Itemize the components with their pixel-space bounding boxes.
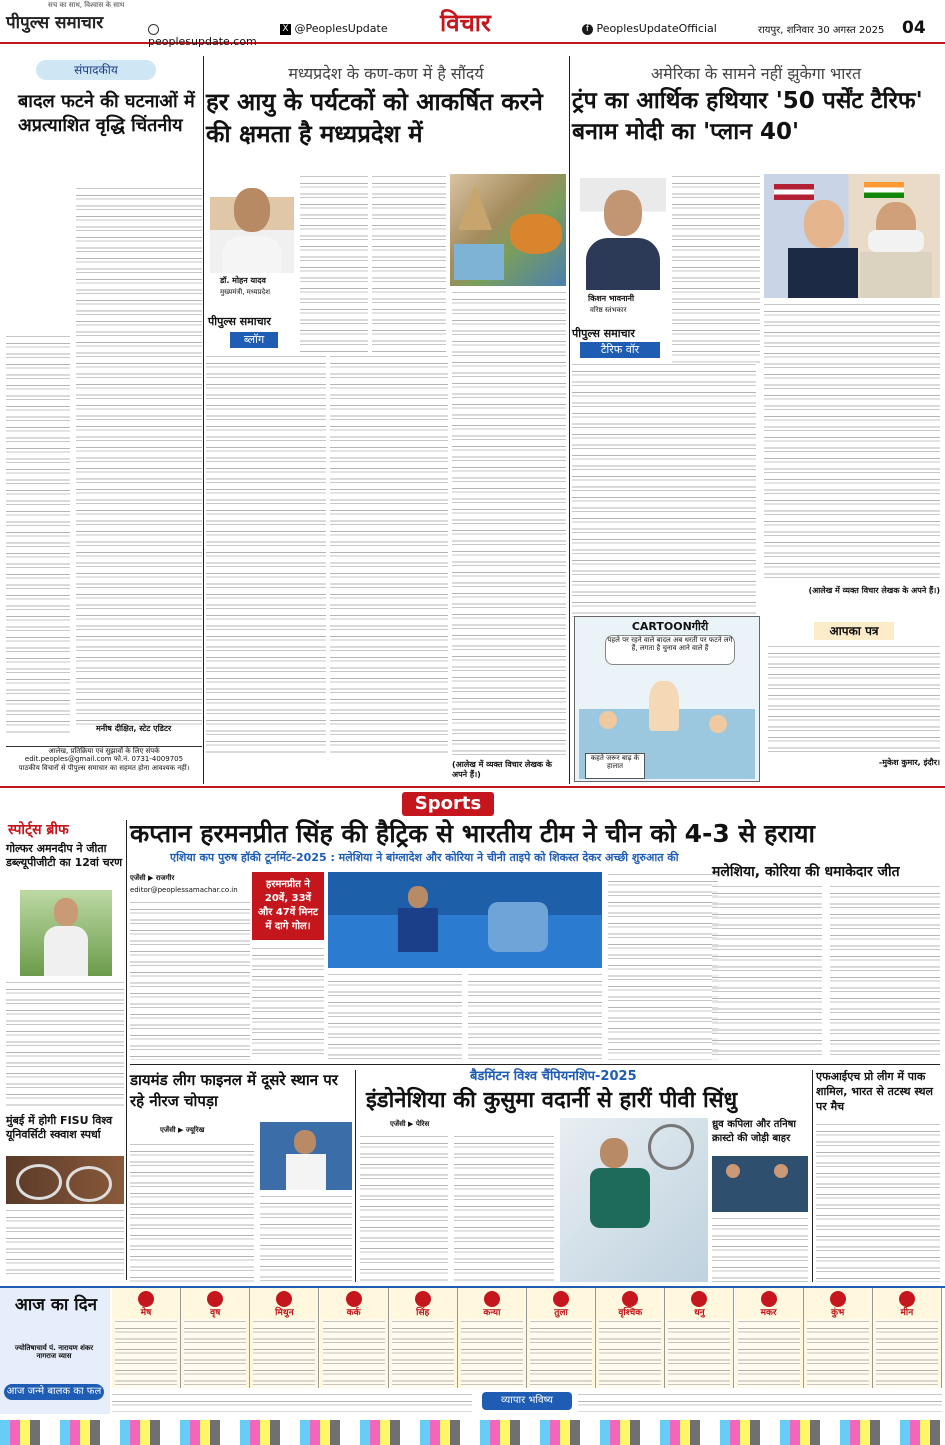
badminton-kicker: बैडमिंटन विश्व चैंपियनशिप-2025 (470, 1069, 637, 1084)
masthead-logo: पीपुल्स समाचार (6, 13, 104, 33)
hockey-match-photo (328, 872, 602, 968)
brief2-headline: मुंबई में होगी FISU विश्व यूनिवर्सिटी स्क्वाश स्पर्धा (6, 1114, 113, 1142)
zodiac-sign-name: मेष (140, 1308, 152, 1318)
cartoon-label: CARTOONगीरी (631, 620, 709, 633)
horoscope-astrologer: ज्योतिषाचार्य पं. नारायण शंकर नागराज व्यास (14, 1344, 94, 1361)
mp-author-name: डॉ. मोहन यादव (220, 276, 266, 285)
mp-intro-text (300, 174, 368, 352)
malaysia-korea-body2 (830, 884, 940, 1060)
footer-contact: edit.peoples@gmail.com फो.नं. 0731-4009705 (24, 755, 184, 764)
editorial-side-text (6, 334, 70, 734)
zodiac-sign-name: कन्या (483, 1308, 501, 1318)
horoscope-tagline: आज जन्मे बालक का फल (4, 1384, 104, 1400)
zodiac-sign-name: वृष (210, 1308, 221, 1318)
zodiac-icon (553, 1291, 569, 1307)
facebook-text: PeoplesUpdateOfficial (596, 22, 717, 35)
editorial-footer (6, 746, 202, 782)
masthead-tagline: सच का साथ, विश्वास के साथ (48, 1, 125, 9)
brief1-headline: गोल्फर अमनदीप ने जीता डब्ल्यूपीजीटी का 12वां चरण (6, 842, 123, 870)
malaysia-korea-headline: मलेशिया, कोरिया की धमाकेदार जीत (712, 864, 900, 880)
brief-label: स्पोर्ट्स ब्रीफ (8, 822, 69, 838)
zodiac-text (668, 1319, 730, 1389)
us-author-title: वरिष्ठ स्तंभकार (590, 306, 627, 314)
twitter-handle[interactable] (280, 22, 390, 36)
fih-body (816, 1122, 940, 1282)
editorial-body-text (76, 186, 202, 726)
zodiac-column (804, 1288, 873, 1388)
hockey-body-col2 (252, 946, 324, 1060)
mp-kicker: मध्यप्रदेश के कण-कण में है सौंदर्य (288, 64, 484, 83)
horoscope-signs (112, 1288, 942, 1388)
zodiac-column (112, 1288, 181, 1388)
zodiac-column (527, 1288, 596, 1388)
zodiac-text (461, 1319, 523, 1389)
us-body-col2 (764, 302, 940, 584)
zodiac-icon (484, 1291, 500, 1307)
zodiac-icon (761, 1291, 777, 1307)
zodiac-sign-name: धनु (694, 1308, 705, 1318)
us-intro-text (672, 174, 760, 364)
hockey-callout (252, 872, 324, 940)
masthead (0, 0, 945, 48)
us-author-photo (580, 178, 666, 290)
zodiac-text (599, 1319, 661, 1389)
zodiac-column (320, 1288, 389, 1388)
neeraj-headline: डायमंड लीग फाइनल में दूसरे स्थान पर रहे नीरज चोपड़ा (130, 1071, 338, 1110)
zodiac-icon (415, 1291, 431, 1307)
zodiac-column (389, 1288, 458, 1388)
mp-blog-label: ब्लॉग (230, 332, 278, 348)
badminton-subheadline: ध्रुव कपिला और तनिषा क्रास्टो की जोड़ी बाहर (712, 1119, 797, 1144)
hockey-agency: एजेंसी ▶ राजगीर (130, 874, 175, 882)
badminton-body3 (712, 1216, 808, 1282)
mp-tourism-collage (450, 174, 566, 286)
business-text-right (578, 1392, 942, 1412)
facebook-icon: f (582, 24, 593, 35)
hockey-email: editor@peoplessamachar.co.in (130, 886, 238, 894)
sindhu-photo (560, 1118, 708, 1282)
fih-article (816, 1070, 940, 1282)
mp-body-col3 (452, 290, 566, 756)
neeraj-body2 (260, 1194, 352, 1282)
facebook-handle[interactable] (582, 22, 752, 36)
globe-icon (148, 24, 159, 35)
zodiac-sign-name: मकर (760, 1308, 777, 1318)
neeraj-body1 (130, 1142, 254, 1282)
us-author-name: किशन भावनानी (588, 294, 635, 303)
badminton-body2 (454, 1134, 554, 1282)
letters-body (768, 644, 940, 754)
printer-marks (0, 1420, 945, 1445)
letters-signature: -मुकेश कुमार, इंदौर। (878, 758, 940, 767)
zodiac-sign-name: सिंह (416, 1308, 430, 1318)
zodiac-icon (346, 1291, 362, 1307)
squash-photo (6, 1156, 124, 1204)
badminton-headline: इंडोनेशिया की कुसुमा वदार्नी से हारीं पीवी सिंधु (366, 1088, 738, 1113)
zodiac-text (115, 1319, 177, 1389)
zodiac-sign-name: तुला (554, 1308, 568, 1318)
cartoon-box (574, 616, 760, 782)
zodiac-sign-name: कर्क (346, 1308, 361, 1318)
us-body-col1 (572, 362, 756, 620)
editorial-byline: मनीष दीक्षित, स्टेट एडिटर (96, 724, 172, 733)
us-article (572, 56, 940, 784)
cartoon-signboard: कहते जरूर बाढ़ के हालात (585, 753, 645, 779)
brief2-body (6, 1208, 124, 1280)
zodiac-icon (622, 1291, 638, 1307)
zodiac-text (530, 1319, 592, 1389)
letters-box (768, 622, 940, 782)
us-column-logo: पीपुल्स समाचार (572, 327, 635, 340)
mp-intro-text-2 (372, 174, 446, 352)
badminton-agency: एजेंसी ▶ पेरिस (390, 1120, 430, 1128)
mp-headline: हर आयु के पर्यटकों को आकर्षित करने की क्षमता है मध्यप्रदेश में (206, 88, 543, 149)
footer-contact-label: आलेख, प्रतिक्रिया एवं सुझावों के लिए संपर्क (48, 747, 160, 755)
mp-author-photo (210, 178, 294, 273)
doubles-photo (712, 1156, 808, 1212)
cartoon-caption: पहले पर रहने वाले बादल अब धरती पर फटने लगे हैं, लगता है चुनाव आने वाले हैं (605, 635, 735, 665)
malaysia-korea-body1 (712, 884, 822, 1060)
horoscope-title: आज का दिन (14, 1295, 98, 1315)
zodiac-icon (138, 1291, 154, 1307)
editorial-label: संपादकीय (36, 60, 156, 80)
business-label: व्यापार भविष्य (482, 1392, 572, 1410)
zodiac-column (735, 1288, 804, 1388)
brief1-body (6, 980, 124, 1108)
website-link[interactable] (148, 22, 268, 48)
sports-brief-column (6, 820, 124, 1280)
website-text: peoplesupdate.com (148, 35, 257, 48)
us-headline: ट्रंप का आर्थिक हथियार '50 पर्सेंट टैरिफ' बनाम मोदी का 'प्लान 40' (572, 88, 923, 146)
us-trump-modi-photo (764, 174, 940, 298)
zodiac-text (392, 1319, 454, 1389)
sports-label: Sports (414, 793, 482, 814)
neeraj-article (130, 1070, 352, 1282)
zodiac-text (184, 1319, 246, 1389)
us-column-label: टैरिफ वॉर (580, 342, 660, 358)
hockey-body-col4 (468, 972, 602, 1060)
neeraj-photo (260, 1122, 352, 1190)
hockey-body-col1 (130, 900, 250, 1060)
zodiac-text (253, 1319, 315, 1389)
hockey-subhead: एशिया कप पुरुष हॉकी टूर्नामेंट-2025 : मलेशिया ने बांग्लादेश और कोरिया ने चीनी ताइपे को शिकस्त देकर अच्छी शुरुआत की (170, 851, 679, 864)
zodiac-column (596, 1288, 665, 1388)
zodiac-icon (899, 1291, 915, 1307)
sports-section-banner (402, 792, 494, 816)
mp-body-col1 (206, 354, 326, 754)
badminton-body1 (360, 1134, 448, 1282)
zodiac-sign-name: मीन (900, 1308, 914, 1318)
zodiac-sign-name: वृश्चिक (618, 1308, 643, 1318)
x-logo-icon: X (280, 24, 291, 35)
editorial-title: बादल फटने की घटनाओं में अप्रत्याशित वृद्धि चिंतनीय (18, 91, 195, 137)
zodiac-text (738, 1319, 800, 1389)
horoscope-strip (0, 1286, 945, 1416)
mp-end-note: (आलेख में व्यक्त विचार लेखक के अपने हैं।) (452, 760, 552, 779)
mp-author-title: मुख्यमंत्री, मध्यप्रदेश (220, 288, 270, 296)
hockey-callout-text: हरमनप्रीत ने 20वें, 33वें और 47वें मिनट में दागे गोल। (258, 879, 318, 932)
golfer-photo (20, 890, 112, 976)
page-number: 04 (902, 18, 926, 38)
mp-blog-logo: पीपुल्स समाचार (208, 315, 271, 328)
badminton-article (360, 1064, 808, 1282)
mp-article (206, 56, 566, 784)
fih-headline: एफआईएच प्रो लीग में पाक शामिल, भारत से तटस्थ स्थल पर मैच (816, 1070, 933, 1113)
hockey-body-col5 (608, 872, 718, 1060)
zodiac-text (807, 1319, 869, 1389)
mp-body-col2 (330, 354, 448, 754)
neeraj-agency: एजेंसी ▶ ज्यूरिख (160, 1126, 205, 1134)
hockey-headline: कप्तान हरमनप्रीत सिंह की हैट्रिक से भारतीय टीम ने चीन को 4-3 से हराया (130, 819, 816, 848)
zodiac-column (250, 1288, 319, 1388)
hockey-body-col3 (328, 972, 462, 1060)
twitter-text: @PeoplesUpdate (294, 22, 388, 35)
horoscope-title-box (0, 1288, 110, 1414)
letters-label: आपका पत्र (814, 622, 894, 640)
section-title: विचार (440, 9, 491, 37)
business-text-left (112, 1392, 472, 1412)
zodiac-column (181, 1288, 250, 1388)
us-end-note: (आलेख में व्यक्त विचार लेखक के अपने हैं।) (808, 586, 940, 595)
malaysia-korea-box (712, 862, 940, 1062)
zodiac-sign-name: मिथुन (275, 1308, 294, 1318)
zodiac-column (665, 1288, 734, 1388)
editorial-column (6, 56, 202, 784)
zodiac-column (873, 1288, 942, 1388)
zodiac-icon (830, 1291, 846, 1307)
zodiac-text (323, 1319, 385, 1389)
zodiac-text (876, 1319, 938, 1389)
dateline: रायपुर, शनिवार 30 अगस्त 2025 (758, 25, 885, 36)
us-kicker: अमेरिका के सामने नहीं झुकेगा भारत (650, 64, 862, 83)
zodiac-icon (207, 1291, 223, 1307)
business-forecast-bar (112, 1390, 942, 1414)
zodiac-icon (276, 1291, 292, 1307)
zodiac-column (458, 1288, 527, 1388)
zodiac-icon (691, 1291, 707, 1307)
footer-disclaimer: पाठकीय विचारों से पीपुल्स समाचार का सहमत होना आवश्यक नहीं। (18, 763, 190, 772)
zodiac-sign-name: कुंभ (831, 1308, 845, 1318)
